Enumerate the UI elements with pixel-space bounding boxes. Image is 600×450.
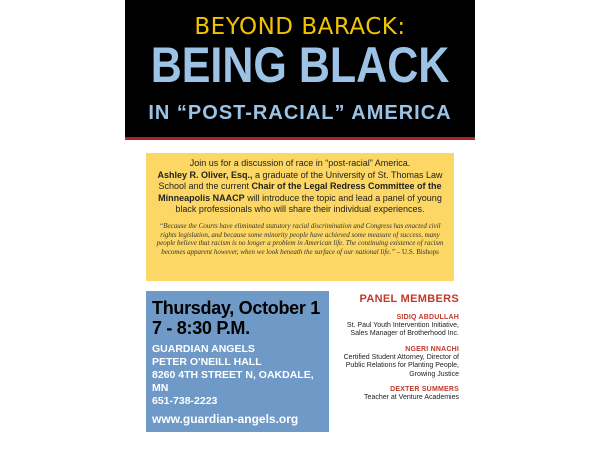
host-bio-a: a graduate of the University of St. Thomas Law School and the current [158, 169, 443, 192]
intro-box [146, 153, 454, 281]
venue-block [152, 343, 323, 408]
panel-members [336, 293, 459, 408]
main-title: BEING BLACK [150, 37, 450, 93]
quote-body: “Because the Courts have eliminated statutory racial discrimination and Congress has enacted civil rights legislation, and because some minority people have achieved some measure of success, many people believe that racism is no longer a problem in American life. The continuing existence of racism becomes apparent however, when we look beneath the surface of our national life.” [156, 221, 444, 256]
event-time: 7 - 8:30 P.M. [152, 318, 250, 338]
event-details-box [146, 291, 329, 432]
host-role: Chair of the Legal Redress Committee of the Minneapolis NAACP [158, 181, 442, 203]
member-description: Teacher at Venture Academies [364, 394, 459, 402]
header-divider [125, 137, 475, 140]
flyer [125, 0, 475, 450]
quote-attribution: – U.S. Bishops [395, 247, 439, 256]
panel-member [336, 385, 459, 402]
member-name: NGERI NNACHI [405, 345, 459, 353]
panel-heading: PANEL MEMBERS [359, 293, 459, 305]
subtitle: IN “POST-RACIAL” AMERICA [148, 102, 452, 124]
venue-address: 8260 4TH STREET N, OAKDALE, MN [152, 369, 314, 394]
bishops-quote [154, 222, 446, 256]
panel-member [336, 313, 459, 339]
member-name: SIDIQ ABDULLAH [396, 314, 459, 321]
host-name: Ashley R. Oliver, Esq., [157, 169, 253, 180]
intro-paragraph [154, 170, 446, 216]
member-description: Certified Student Attorney, Director of Public Relations for Planting People, Growing Justice [343, 353, 459, 378]
member-name: DEXTER SUMMERS [390, 386, 459, 394]
supertitle: BEYOND BARACK: [194, 14, 406, 40]
member-description: St. Paul Youth Intervention Initiative, Sales Manager of Brotherhood Inc. [346, 322, 459, 338]
intro-line-1: Join us for a discussion of race in “post-racial” America. [189, 158, 411, 168]
panel-member [336, 345, 459, 379]
host-bio-b: will introduce the topic and lead a panel of young black professionals who will share their individual experiences. [175, 192, 442, 215]
intro-text [154, 158, 446, 216]
venue-phone: 651-738-2223 [152, 395, 218, 407]
venue-name: GUARDIAN ANGELS [152, 343, 255, 355]
header-banner [125, 0, 475, 140]
website-link[interactable]: www.guardian-angels.org [152, 412, 299, 426]
event-date: Thursday, October 1 [152, 298, 321, 318]
venue-hall: PETER O'NEILL HALL [152, 356, 262, 368]
